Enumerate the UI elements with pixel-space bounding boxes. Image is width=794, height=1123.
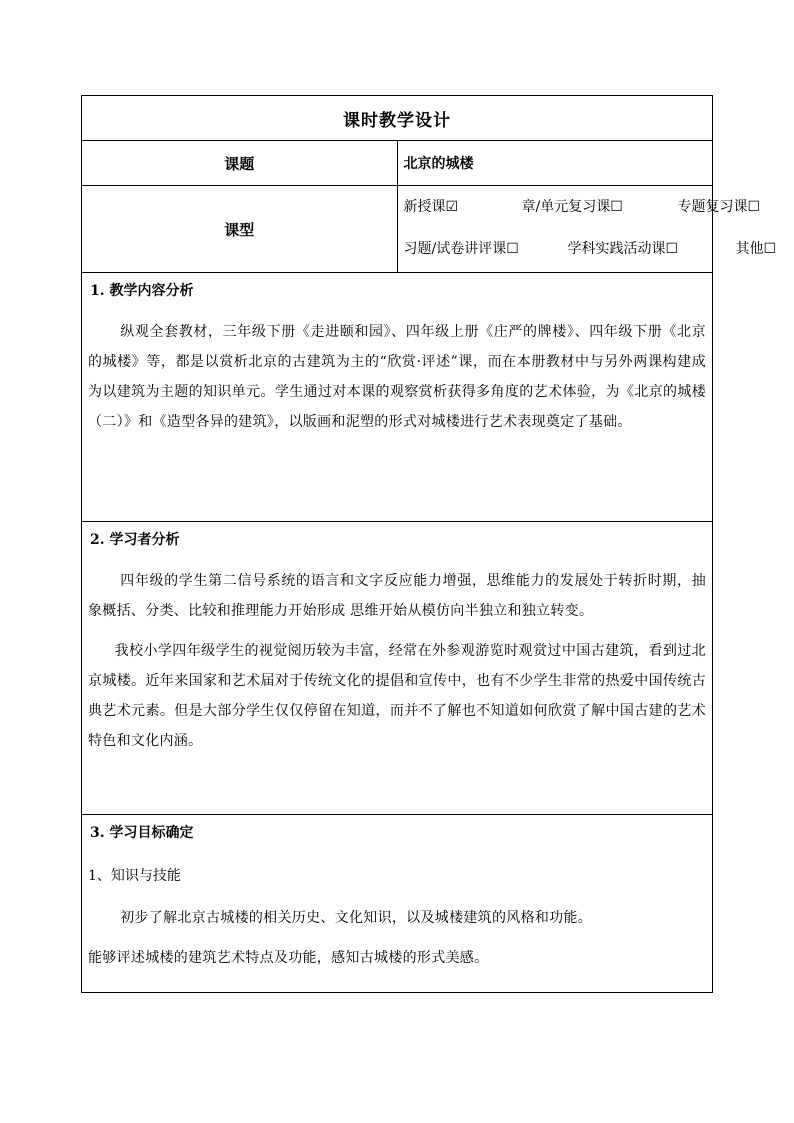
document-title: 课时教学设计 <box>82 96 713 141</box>
course-type-row <box>82 186 713 273</box>
option-unit-review[interactable] <box>522 186 678 228</box>
checkbox-icon[interactable]: ☐ <box>747 199 761 215</box>
checkbox-icon[interactable]: ☐ <box>665 241 679 257</box>
checkbox-icon[interactable]: ☐ <box>763 241 777 257</box>
option-label: 新授课 <box>403 199 446 215</box>
topic-value: 北京的城楼 <box>397 141 713 186</box>
topic-row <box>82 141 713 186</box>
option-practice-activity[interactable] <box>568 228 736 270</box>
section-learning-objectives <box>82 815 713 993</box>
course-type-options <box>397 186 777 273</box>
section-heading: 2. 学习者分析 <box>90 532 180 548</box>
section-paragraph: 四年级的学生第二信号系统的语言和文字反应能力增强，思维能力的发展处于转折时期，抽象概括、分类、比较和推理能力开始形成 思维开始从模仿向半独立和独立转变。 <box>88 573 706 619</box>
option-topic-review[interactable] <box>678 186 761 228</box>
checkbox-icon[interactable]: ☐ <box>506 241 519 257</box>
option-new-lesson[interactable] <box>404 186 522 228</box>
section-heading: 1. 教学内容分析 <box>90 283 194 299</box>
option-label: 习题/试卷讲评课 <box>403 241 507 257</box>
course-type-line-2 <box>403 228 777 270</box>
section-paragraph: 我校小学四年级学生的视觉阅历较为丰富，经常在外参观游览时观赏过中国古建筑，看到过北京城楼。近年来国家和艺术届对于传统文化的提倡和宣传中，也有不少学生非常的热爱中国传统古典艺术元素。但是大部分学生仅仅停留在知道，而并不了解也不知道如何欣赏了解中国古建的艺术特色和文化内涵。 <box>88 643 706 749</box>
section-paragraph: 初步了解北京古城楼的相关历史、文化知识，以及城楼建筑的风格和功能。 <box>120 910 593 926</box>
checked-box-icon[interactable]: ☑ <box>445 199 459 215</box>
topic-label: 课题 <box>82 141 398 186</box>
section-subheading: 1、知识与技能 <box>88 868 181 884</box>
option-label: 其他 <box>735 241 764 257</box>
section-paragraph: 纵观全套教材，三年级下册《走进颐和园》、四年级上册《庄严的牌楼》、四年级下册《北京的城楼》等，都是以赏析北京的古建筑为主的“欣赏·评述”课，而在本册教材中与另外两课构建成为以建筑为主题的知识单元。学生通过对本课的观察赏析获得多角度的艺术体验，为《北京的城楼（二）》和《造型各异的建筑》，以版画和泥塑的形式对城楼进行艺术表现奠定了基础。 <box>88 324 706 430</box>
section-learner-analysis <box>82 522 713 815</box>
option-label: 专题复习课 <box>677 199 748 215</box>
option-exercise-review[interactable] <box>404 228 568 270</box>
section-content-analysis <box>82 273 713 522</box>
section-paragraph: 能够评述城楼的建筑艺术特点及功能，感知古城楼的形式美感。 <box>88 950 489 966</box>
section-heading: 3. 学习目标确定 <box>90 825 194 841</box>
option-other[interactable] <box>736 228 777 270</box>
course-type-line-1 <box>403 186 761 228</box>
course-type-label: 课型 <box>82 186 398 273</box>
checkbox-icon[interactable]: ☐ <box>610 199 623 215</box>
option-label: 章/单元复习课 <box>521 199 611 215</box>
option-label: 学科实践活动课 <box>567 241 666 257</box>
lesson-design-table <box>81 95 777 993</box>
